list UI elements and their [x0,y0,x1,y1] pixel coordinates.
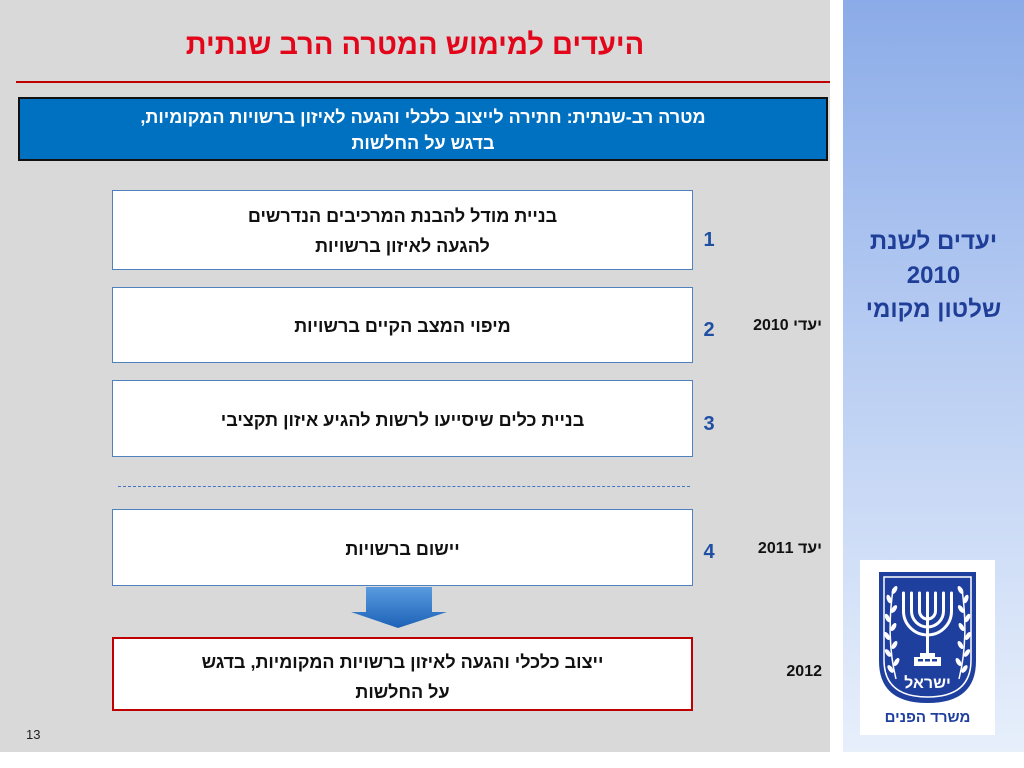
slide-title: היעדים למימוש המטרה הרב שנתית [185,29,645,61]
side-heading-line: 2010 [906,262,961,289]
step-box-1 [112,190,693,270]
step-text: יישום ברשויות [345,539,460,559]
milestone-label-2011: יעד 2011 [757,540,822,557]
step-number-1: 1 [703,229,715,251]
step-text: בניית כלים שיסייעו לרשות להגיע איזון תקציבי [220,410,585,430]
menorah-base-detail [932,659,937,662]
banner-line: מטרה רב-שנתית: חתירה לייצוב כלכלי והגעה לאיזון ברשויות המקומיות, [140,107,706,127]
page-number: 13 [26,727,41,742]
multi-year-goal-banner [18,97,828,161]
banner-line: בדגש על החלשות [351,133,495,153]
step-box-3 [112,380,693,457]
step-number-4: 4 [703,541,715,563]
step-number-3: 3 [703,413,715,435]
side-heading-line: שלטון מקומי [865,296,1002,323]
outcome-box-2012 [112,637,693,711]
milestone-label-2010: יעדי 2010 [753,317,822,334]
step-text: בניית מודל להבנת המרכיבים הנדרשים [247,206,558,226]
arrow-shape [351,587,447,628]
side-heading-line: יעדים לשנת [869,228,998,255]
emblem-lettering: ישראל [904,675,951,692]
step-text: להגעה לאיזון ברשויות [315,236,490,256]
ministry-name: משרד הפנים [884,709,971,726]
menorah-base-detail [918,659,923,662]
step-box-2 [112,287,693,363]
menorah-base-detail [925,659,930,662]
period-separator [118,486,690,487]
step-text: מיפוי המצב הקיים ברשויות [294,316,511,336]
outcome-text: ייצוב כלכלי והגעה לאיזון ברשויות המקומיות, בדגש [201,652,604,672]
menorah-base-top [920,653,935,657]
title-divider [16,81,830,83]
outcome-text: על החלשות [355,682,450,702]
state-emblem-icon [876,569,979,706]
down-arrow-icon [340,584,460,632]
milestone-label-2012: 2012 [786,663,822,680]
step-box-4 [112,509,693,586]
step-number-2: 2 [703,319,715,341]
side-heading [843,225,1024,327]
ministry-logo-card [860,560,995,735]
